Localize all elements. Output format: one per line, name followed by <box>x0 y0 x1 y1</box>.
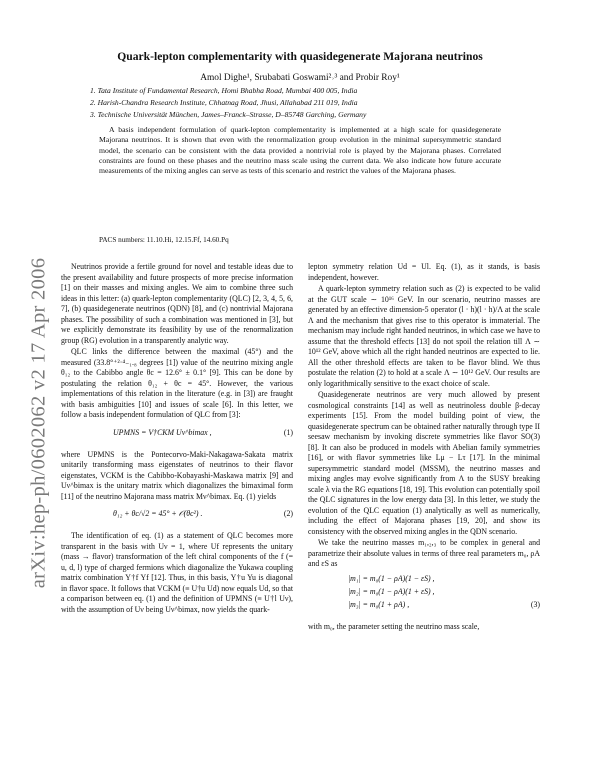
equation-number: (1) <box>283 427 293 437</box>
paragraph: lepton symmetry relation Ud = Ul. Eq. (1), as it stands, is basis independent, however. <box>308 262 540 282</box>
arxiv-id: arXiv:hep-ph/0602062 v2 17 Apr 2006 <box>27 257 50 589</box>
paragraph: Quasidegenerate neutrinos are very much allowed by present cosmological constraints [14] as well as neutrinoless double β-decay experiments [15]. From the model building point of view, the quasidegenerate spectrum can be obtained rather naturally through type II seesaw mechanism by invoking discrete symmetries like flavor SO(3) [8]. It can also be produced in models with Abelian family symmetries [16], or with flavor symmetries like Lμ − Lτ [17]. In the minimal supersymmetric standard model (MSSM), the neutrino masses and mixing angles may evolve significantly from Λ to the SUSY breaking scale λ via the RG equations [18, 19]. This evolution can potentially spoil the QLC signatures in the low energy data [3]. In this letter, we study the evolution of the QLC equation (1) analytically as well as numerically, including the effect of Majorana phases [19, 20], and show its consistency with the observed mixing angles in the QDN scenario. <box>308 390 540 536</box>
paragraph: Neutrinos provide a fertile ground for novel and testable ideas due to the present availability and future prospects of more precise information [1] on their masses and mixing angles. We aim to combine three such ideas in this letter: (a) quark-lepton complementarity (QLC) [2, 3, 4, 5, 6, 7], (b) quasidegenerate neutrinos (QDN) [8], and (c) nontrivial Majorana phases. The possibility of such a combination was mentioned in [3], but we explicitly demonstrate its feasibility by use of the renormalization group (RG) evolution in a transparently analytic way. <box>61 262 293 345</box>
paragraph: where UPMNS is the Pontecorvo-Maki-Nakagawa-Sakata matrix unitarily transforming mass eigenstates of neutrinos to their flavor eigenstates, VCKM is the Cabibbo-Kobayashi-Maskawa matrix [9] and Uν^bimax is the unitary matrix which diagonalizes the bimaximal form [11] of the neutrino Majorana mass matrix Mν^bimax. Eq. (1) yields <box>61 449 293 501</box>
arxiv-sidebar-stamp <box>18 198 60 648</box>
equation-2 <box>61 507 293 525</box>
equation-row: |m₂| = m₀(1 − ρA)(1 + εS) , <box>348 586 435 596</box>
paper-title: Quark-lepton complementarity with quasidegenerate Majorana neutrinos <box>117 50 483 63</box>
equation-body: θ₁₂ + θc/√2 = 45° + 𝒪(θc²) . <box>113 509 203 518</box>
affiliation-3: 3. Technische Universität München, James–Franck–Strasse, D–85748 Garching, Germany <box>90 110 367 119</box>
equation-1 <box>61 426 293 444</box>
equation-row: |m₁| = m₀(1 − ρA)(1 − εS) , <box>348 573 435 583</box>
paragraph: The identification of eq. (1) as a statement of QLC becomes more transparent in the basis with Uν = 1, where Uf represents the unitary (mass → flavor) transformation of the left chiral components of the f (= u, d, l) type of charged fermions which diagonalize the Yukawa coupling matrix combination Y†f Yf [12]. Thus, in this basis, Y†u Yu is diagonal in flavor space. It follows that VCKM (≡ U†u Ud) now equals Ud, so that a comparison between eq. (1) and the definition of UPMNS (≡ U†l Uν), with the assumption of Uν being Uν^bimax, now yields the quark- <box>61 531 293 614</box>
equation-row: |m₃| = m₀(1 + ρA) , <box>348 599 410 609</box>
affiliation-2: 2. Harish-Chandra Research Institute, Chhatnag Road, Jhusi, Allahabad 211 019, India <box>90 98 358 107</box>
equation-body: UPMNS = V†CKM Uν^bimax , <box>113 427 212 437</box>
equation-number: (3) <box>530 599 540 609</box>
paragraph: with m₀, the parameter setting the neutrino mass scale, <box>308 621 480 631</box>
affiliation-1: 1. Tata Institute of Fundamental Research, Homi Bhabha Road, Mumbai 400 005, India <box>90 86 358 95</box>
equation-3 <box>308 574 540 618</box>
equation-number: (2) <box>283 509 293 518</box>
paragraph: We take the neutrino masses m₁,₂,₃ to be complex in general and parametrize their absolute values in terms of three real parameters m₀, ρA and εS as <box>308 538 540 568</box>
left-column <box>61 262 293 616</box>
abstract: A basis independent formulation of quark-lepton complementarity is implemented at a high scale for quasidegenerate Majorana neutrinos. It is shown that even with the renormalization group evolution in the minimal supersymmetric standard model, the scenario can be consistent with the data provided a nontrivial role is played by the Majorana phases. Correlated constraints are found on these phases and the neutrino mass scale using the current data. We also indicate how future accurate measurements of the mixing angles can serve as tests of this scenario and restrict the values of the Majorana phases. <box>99 125 501 176</box>
author-list: Amol Dighe¹, Srubabati Goswami²˒³ and Probir Roy¹ <box>200 73 400 83</box>
pacs-numbers: PACS numbers: 11.10.Hi, 12.15.Ff, 14.60.Pq <box>99 236 229 244</box>
right-column <box>308 262 540 633</box>
affiliations <box>90 85 510 121</box>
paragraph: QLC links the difference between the maximal (45°) and the measured (33.8°⁺²·⁴₋₁.₈ degrees [1]) value of the neutrino mixing angle θ₁₂ to the Cabibbo angle θc = 12.6° ± 0.1° [9]. This can be done by postulating the relation θ₁₂ + θc = 45°. However, the various implementations of this relation in the literature (e.g. in [3]) are fraught with basis ambiguities [10] and issues of scale [6]. In this letter, we follow a basis independent formulation of QLC from [3]: <box>61 347 293 419</box>
paragraph: A quark-lepton symmetry relation such as (2) is expected to be valid at the GUT scale ∼ 10¹⁶ GeV. In our scenario, neutrino masses are generated by an effective dimension-5 operator (l · h)(l · h)/Λ at the scale Λ and the mechanism that gives rise to this operator is immaterial. The mechanism may include right handed neutrinos, in which case we have to assume that the threshold effects [13] do not spoil the relation till Λ ∼ 10¹² GeV, above which all the right handed neutrinos are expected to lie. All the other threshold effects are taken to be flavor blind. We thus postulate the relation (2) to hold at a scale Λ ∼ 10¹² GeV. Our results are only logarithmically sensitive to the exact choice of scale. <box>308 284 540 388</box>
